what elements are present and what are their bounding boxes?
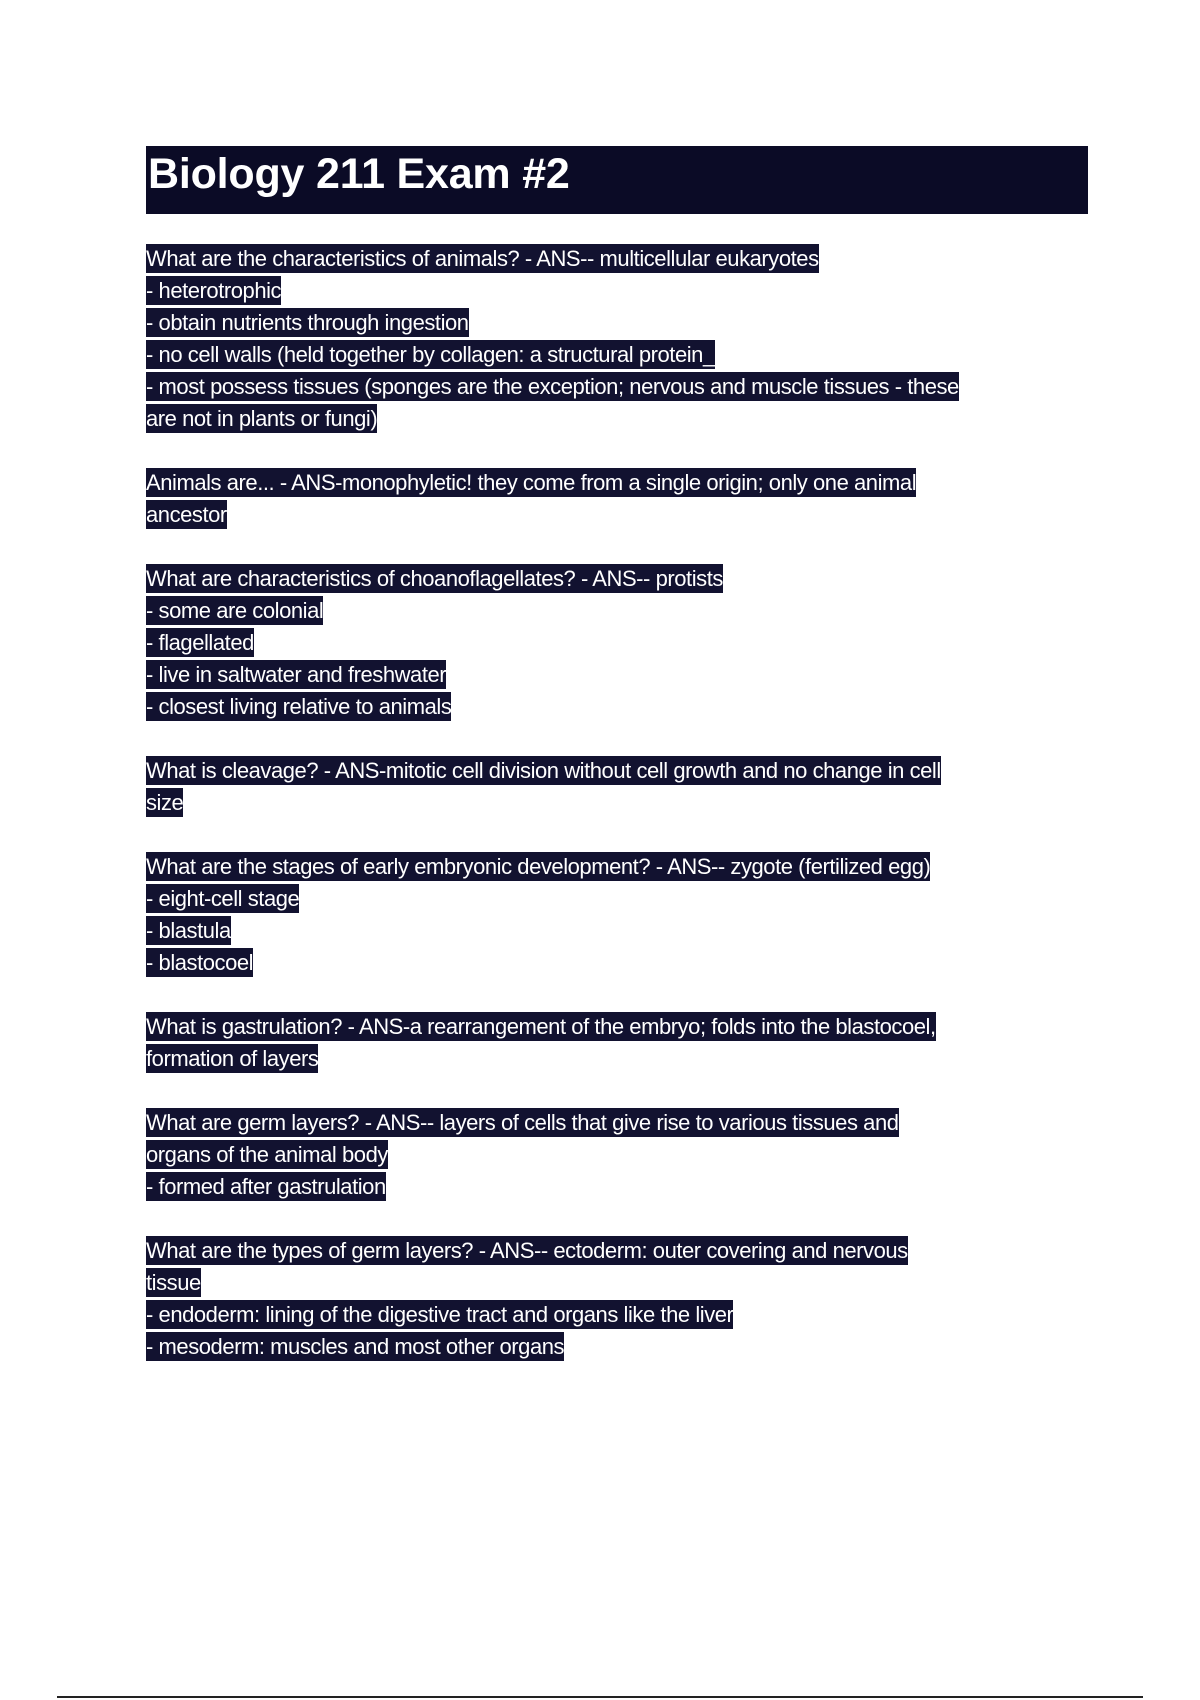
qa-text-line: - some are colonial xyxy=(146,598,324,623)
qa-text-line: - mesoderm: muscles and most other organs xyxy=(146,1334,565,1359)
qa-text-line: organs of the animal body xyxy=(146,1142,388,1167)
document-title: Biology 211 Exam #2 xyxy=(148,150,570,198)
qa-text-line: - obtain nutrients through ingestion xyxy=(146,310,469,335)
qa-text-line: - most possess tissues (sponges are the exception; nervous and muscle tissues - these xyxy=(146,374,959,399)
qa-text-line: size xyxy=(146,790,184,815)
page-bottom-rule xyxy=(57,1696,1143,1698)
qa-text-line: - formed after gastrulation xyxy=(146,1174,386,1199)
title-banner xyxy=(146,146,1088,214)
qa-text-line: - blastocoel xyxy=(146,950,254,975)
qa-text-line: ancestor xyxy=(146,502,227,527)
qa-card xyxy=(146,851,1088,979)
qa-text-line: What are germ layers? - ANS-- layers of cells that give rise to various tissues and xyxy=(146,1110,899,1135)
qa-card xyxy=(146,1011,1088,1075)
qa-text-line: What is gastrulation? - ANS-a rearrangement of the embryo; folds into the blastocoel, xyxy=(146,1014,936,1039)
qa-card xyxy=(146,563,1088,723)
qa-card xyxy=(146,755,1088,819)
qa-card xyxy=(146,243,1088,435)
qa-text-line: - no cell walls (held together by collagen: a structural protein_ xyxy=(146,342,715,367)
qa-text-line: What are the types of germ layers? - ANS-- ectoderm: outer covering and nervous xyxy=(146,1238,908,1263)
qa-text-line: formation of layers xyxy=(146,1046,319,1071)
qa-card xyxy=(146,1107,1088,1203)
qa-card xyxy=(146,1235,1088,1363)
qa-text-line: - heterotrophic xyxy=(146,278,282,303)
qa-card xyxy=(146,467,1088,531)
qa-text-line: What are the characteristics of animals? - ANS-- multicellular eukaryotes xyxy=(146,246,819,271)
qa-text-line: are not in plants or fungi) xyxy=(146,406,378,431)
qa-text-line: What are characteristics of choanoflagellates? - ANS-- protists xyxy=(146,566,723,591)
qa-text-line: What are the stages of early embryonic development? - ANS-- zygote (fertilized egg) xyxy=(146,854,931,879)
flashcard-list xyxy=(146,243,1088,1395)
qa-text-line: - live in saltwater and freshwater xyxy=(146,662,447,687)
qa-text-line: tissue xyxy=(146,1270,201,1295)
qa-text-line: - eight-cell stage xyxy=(146,886,300,911)
qa-text-line: - flagellated xyxy=(146,630,254,655)
qa-text-line: Animals are... - ANS-monophyletic! they come from a single origin; only one animal xyxy=(146,470,917,495)
qa-text-line: - endoderm: lining of the digestive tract and organs like the liver xyxy=(146,1302,734,1327)
qa-text-line: What is cleavage? - ANS-mitotic cell division without cell growth and no change in cell xyxy=(146,758,941,783)
qa-text-line: - closest living relative to animals xyxy=(146,694,452,719)
qa-text-line: - blastula xyxy=(146,918,231,943)
